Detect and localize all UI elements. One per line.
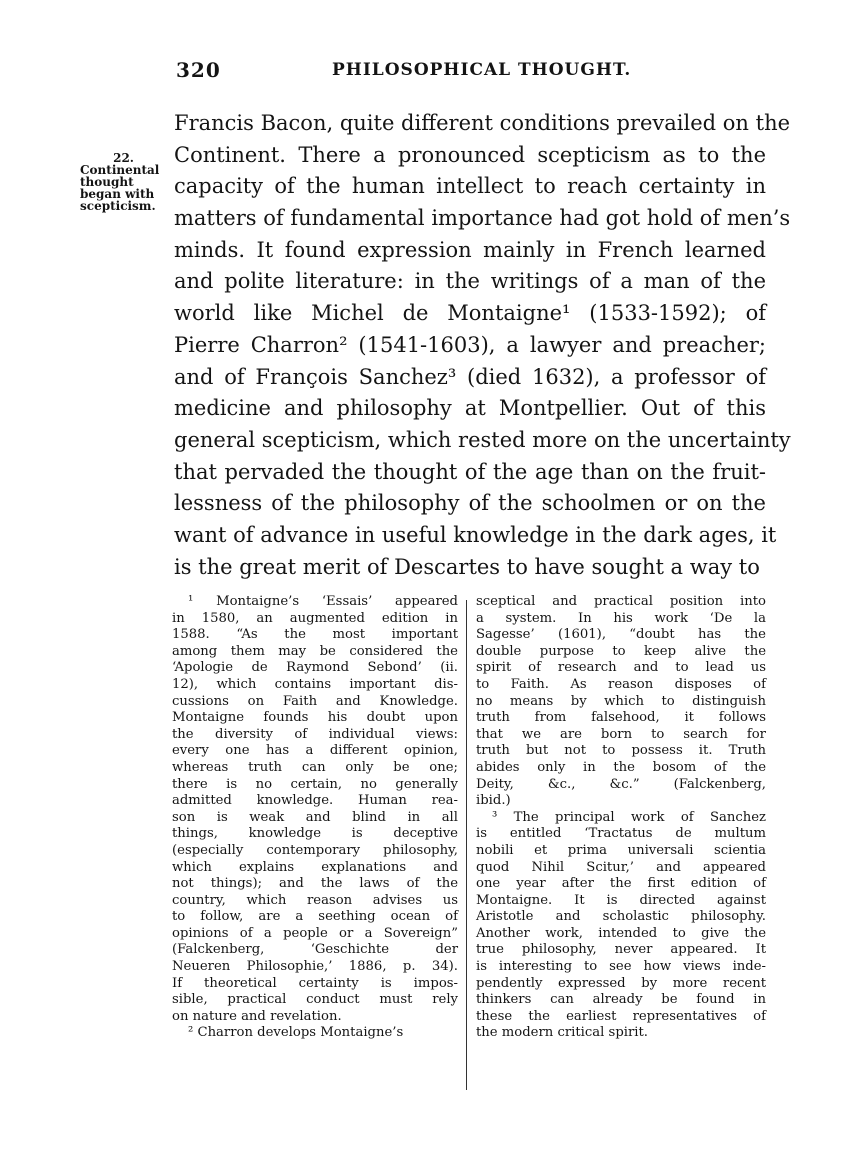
footnote-line: 12), which contains important dis- [172,676,458,692]
footnote-line: ² Charron develops Montaigne’s [188,1025,404,1041]
body-line: want of advance in useful knowledge in the dark ages, it [174,522,777,547]
body-line: and polite literature: in the writings of a man of the [174,269,766,294]
body-line: Continent. There a pronounced scepticism as to the [174,142,766,167]
footnote-line: nobili et prima universali scientia [476,842,766,858]
footnote-line: (Falckenberg, ‘Geschichte der [172,942,458,958]
margin-note-number: 22. [113,151,134,165]
footnote-line: one year after the first edition of [476,876,766,892]
footnote-line: abides only in the bosom of the [476,759,766,775]
margin-note-line: scepticism. [80,199,156,213]
body-line: world like Michel de Montaigne¹ (1533-1592); of [174,301,766,326]
footnote-line: ³ The principal work of Sanchez [492,809,766,825]
footnote-line: to Faith. As reason disposes of [476,676,766,692]
body-line: Pierre Charron² (1541-1603), a lawyer and preacher; [174,332,766,357]
footnote-line: opinions of a people or a Sovereign” [172,925,458,941]
margin-note [80,152,170,212]
margin-note-line: Continental [80,163,160,177]
body-line: and of François Sanchez³ (died 1632), a professor of [174,364,766,389]
footnote-line: among them may be considered the [172,643,458,659]
footnote-line: in 1580, an augmented edition in [172,610,458,626]
footnote-line: admitted knowledge. Human rea- [172,793,458,809]
body-line: that pervaded the thought of the age than on the fruit- [174,459,766,484]
footnote-line: these the earliest representatives of [476,1008,766,1024]
footnote-line: on nature and revelation. [172,1008,342,1024]
footnote-line: quod Nihil Scitur,’ and appeared [476,859,766,875]
footnote-line: the diversity of individual views: [172,726,458,742]
footnote-line: Montaigne founds his doubt upon [172,710,458,726]
footnotes-right-column [476,594,766,1042]
footnote-line: whereas truth can only be one; [172,759,458,775]
footnote-line: to follow, are a seething ocean of [172,909,458,925]
footnote-line: ‘Apologie de Raymond Sebond’ (ii. [172,660,458,676]
footnote-line: ¹ Montaigne’s ‘Essais’ appeared [188,594,458,609]
body-line: matters of fundamental importance had got hold of men’s [174,206,791,231]
page-header [172,58,766,88]
footnote-line: Deity, &c., &c.” (Falckenberg, [476,776,766,792]
footnote-column-divider [466,600,467,1090]
footnote-line: son is weak and blind in all [172,809,458,825]
footnote-line: cussions on Faith and Knowledge. [172,693,458,709]
footnote-line: If theoretical certainty is impos- [172,975,458,991]
footnote-line: Aristotle and scholastic philosophy. [476,909,766,925]
footnote-line: no means by which to distinguish [476,693,766,709]
footnote-line: pendently expressed by more recent [476,975,766,991]
footnote-line: that we are born to search for [476,726,766,742]
body-text [174,108,791,583]
footnote-line: the modern critical spirit. [476,1025,648,1041]
footnote-line: Neueren Philosophie,’ 1886, p. 34). [172,959,458,975]
footnote-line: every one has a different opinion, [172,743,458,759]
footnote-line: is entitled ‘Tractatus de multum [476,826,766,842]
footnote-line: 1588. “As the most important [172,627,458,643]
body-line: Francis Bacon, quite different conditions prevailed on the [174,111,791,135]
margin-note-line: thought [80,175,134,189]
body-line: lessness of the philosophy of the schoolmen or on the [174,491,766,516]
footnote-line: sible, practical conduct must rely [172,992,458,1008]
body-line: minds. It found expression mainly in French learned [174,237,766,262]
footnote-line: true philosophy, never appeared. It [476,942,766,958]
margin-note-line: began with [80,187,155,201]
footnote-line: Another work, intended to give the [476,925,766,941]
body-line: medicine and philosophy at Montpellier. Out of this [174,396,766,421]
footnote-line: double purpose to keep alive the [476,643,766,659]
footnote-line: truth but not to possess it. Truth [476,743,766,759]
footnote-line: is interesting to see how views inde- [476,959,766,975]
footnote-line: things, knowledge is deceptive [172,826,458,842]
body-line: general scepticism, which rested more on the uncertainty [174,427,791,452]
footnote-line: (especially contemporary philosophy, [172,842,458,858]
body-line: is the great merit of Descartes to have sought a way to [174,554,760,579]
footnote-line: spirit of research and to lead us [476,660,766,676]
footnote-line: which explains explanations and [172,859,458,875]
footnote-line: sceptical and practical position into [476,594,766,609]
body-line: capacity of the human intellect to reach certainty in [174,174,766,199]
footnote-line: Montaigne. It is directed against [476,892,766,908]
page-number: 320 [176,58,221,82]
running-head: PHILOSOPHICAL THOUGHT. [332,60,632,80]
footnote-line: not things); and the laws of the [172,876,458,892]
footnotes-left-column [172,594,458,1042]
footnote-line: there is no certain, no generally [172,776,458,792]
footnote-line: truth from falsehood, it follows [476,710,766,726]
footnote-line: Sagesse’ (1601), “doubt has the [476,627,766,643]
footnote-line: a system. In his work ‘De la [476,610,766,626]
footnote-line: thinkers can already be found in [476,992,766,1008]
footnote-line: country, which reason advises us [172,892,458,908]
footnote-line: ibid.) [476,793,511,809]
